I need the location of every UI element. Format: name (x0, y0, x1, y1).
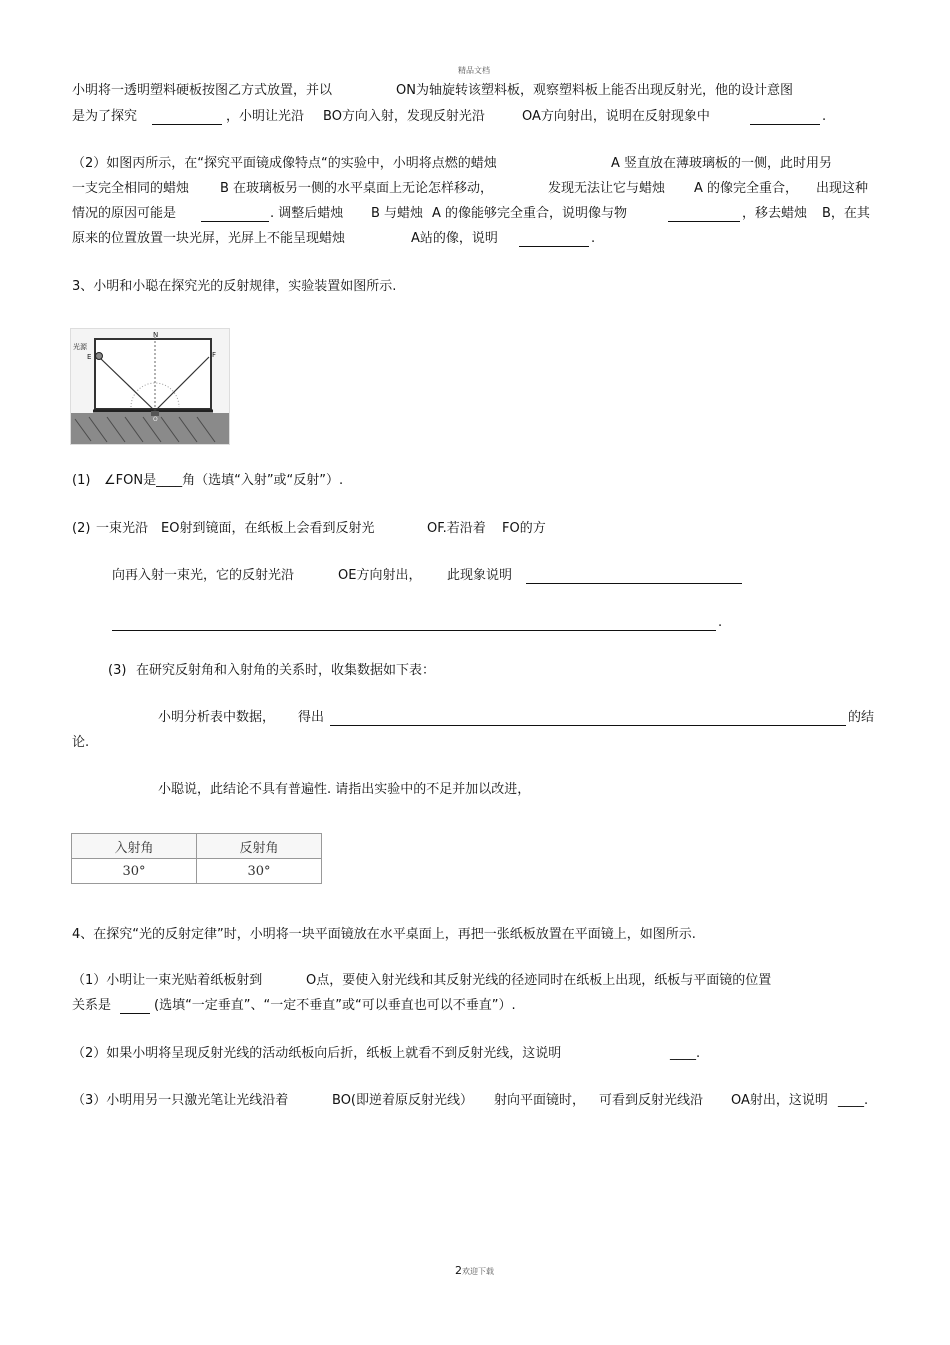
q2-line2-b: ，小明让光沿 (226, 109, 305, 124)
header-watermark: 精品文档 (458, 66, 490, 75)
q4-p1-a: （1）小明让一束光贴着纸板射到 (72, 973, 263, 988)
answer-blank[interactable] (201, 207, 269, 222)
answer-blank[interactable] (120, 999, 150, 1014)
q2-line2-d: OA方向射出，说明在反射现象中 (522, 109, 710, 124)
table-row (72, 859, 322, 884)
q2-line2-e: . (822, 109, 827, 124)
q3-p2-c: OF.若沿着 (427, 521, 486, 536)
q2p2-line4-a: 原来的位置放置一块光屏，光屏上不能呈现蜡烛 (72, 231, 346, 246)
q2p2-line2-e: 出现这种 (816, 181, 869, 196)
q3-p2-line2-a: 向再入射一束光，它的反射光沿 (112, 568, 295, 583)
table-cell: 30° (197, 859, 322, 884)
page-number-value: 2 (455, 1264, 462, 1277)
q3-p3-text: 在研究反射角和入射角的关系时，收集数据如下表： (136, 663, 436, 678)
q4-p3-a: （3）小明用另一只激光笔让光线沿着 (72, 1093, 289, 1108)
answer-blank[interactable] (330, 711, 846, 726)
q4-p3-c: 射向平面镜时， (494, 1093, 586, 1108)
figure-label-light-source: 光源 (73, 343, 87, 351)
q4-p2-b: ____. (670, 1046, 701, 1061)
data-table (71, 833, 322, 884)
answer-blank[interactable] (152, 110, 222, 125)
q3-p2-b: EO射到镜面，在纸板上会看到反射光 (161, 521, 375, 536)
q2p2-line2-d: A 的像完全重合， (694, 181, 799, 196)
q3-p2-d: FO的方 (502, 521, 546, 536)
q3-p2-number: (2) (72, 521, 91, 536)
q2p2-line1-a: （2）如图丙所示，在“探究平面镜成像特点“的实验中，小明将点燃的蜡烛 (72, 156, 497, 171)
reflection-apparatus-figure (70, 328, 230, 445)
q2p2-line3-e: ，移去蜡烛 (742, 206, 808, 221)
table-header-cell: 入射角 (72, 834, 197, 859)
q3-p2-line3-end: . (718, 615, 723, 630)
q2p2-line1-b: A 竖直放在薄玻璃板的一侧，此时用另 (611, 156, 833, 171)
answer-blank[interactable] (526, 569, 742, 584)
figure-label-n: N (153, 331, 159, 339)
q4-p1-d: (选填“一定垂直”、“一定不垂直”或“可以垂直也可以不垂直”）. (154, 998, 516, 1013)
q4-p3-d: 可看到反射光线沿 (599, 1093, 704, 1108)
page-number (455, 1262, 494, 1280)
q3-title: 3、小明和小聪在探究光的反射规律，实验装置如图所示. (72, 279, 397, 294)
q3-conclusion-b: 得出 (298, 710, 325, 725)
table-cell: 30° (72, 859, 197, 884)
q3-p1-number: (1) (72, 473, 91, 488)
answer-blank[interactable] (750, 110, 820, 125)
q2p2-line3-f: B，在其 (822, 206, 870, 221)
footer-text: 欢迎下载 (462, 1267, 494, 1276)
answer-blank[interactable] (519, 232, 589, 247)
q2p2-line3-a: 情况的原因可能是 (72, 206, 177, 221)
q2p2-line3-d: A 的像能够完全重合，说明像与物 (432, 206, 628, 221)
figure-label-f: F (212, 351, 217, 359)
q2p2-line2-a: 一支完全相同的蜡烛 (72, 181, 190, 196)
q2-line2-a: 是为了探究 (72, 109, 138, 124)
q2p2-line4-b: A站的像，说明 (411, 231, 498, 246)
figure-label-o: O (153, 416, 158, 423)
q4-p1-b: O点，要使入射光线和其反射光线的径迹同时在纸板上出现，纸板与平面镜的位置 (306, 973, 772, 988)
q3-p3-number: (3) (108, 663, 127, 678)
q4-p3-f: ____. (838, 1093, 869, 1108)
q3-conclusion-d: 论. (72, 735, 90, 750)
answer-blank[interactable] (668, 207, 740, 222)
q2p2-line2-c: 发现无法让它与蜡烛 (548, 181, 666, 196)
q4-p1-c: 关系是 (72, 998, 112, 1013)
q3-p1-text: ∠FON是____角（选填“入射”或“反射”）. (104, 473, 344, 488)
q4-p2-a: （2）如果小明将呈现反射光线的活动纸板向后折，纸板上就看不到反射光线，这说明 (72, 1046, 562, 1061)
table-header-row (72, 834, 322, 859)
q3-cong-text: 小聪说，此结论不具有普遍性. 请指出实验中的不足并加以改进， (158, 782, 531, 797)
q2p2-line4-c: . (591, 231, 596, 246)
q3-p2-line2-c: 此现象说明 (447, 568, 513, 583)
q4-p3-b: BO(即逆着原反射光线） (332, 1093, 473, 1108)
q2-line1-b: ON为轴旋转该塑料板，观察塑料板上能否出现反射光，他的设计意图 (396, 83, 793, 98)
q3-conclusion-c: 的结 (848, 710, 875, 725)
q2p2-line2-b: B 在玻璃板另一侧的水平桌面上无论怎样移动， (220, 181, 494, 196)
q2-line1-a: 小明将一透明塑料硬板按图乙方式放置，并以 (72, 83, 333, 98)
q3-p2-a: 一束光沿 (96, 521, 149, 536)
q4-title: 4、在探究“光的反射定律”时，小明将一块平面镜放在水平桌面上，再把一张纸板放置在平面镜上，如图所示. (72, 927, 696, 942)
q2-line2-c: BO方向入射，发现反射光沿 (323, 109, 485, 124)
q4-p3-e: OA射出，这说明 (731, 1093, 828, 1108)
table-header-cell: 反射角 (197, 834, 322, 859)
q2p2-line3-c: B 与蜡烛 (371, 206, 424, 221)
figure-label-e: E (87, 353, 92, 361)
answer-blank[interactable] (112, 616, 716, 631)
q2p2-line3-b: . 调整后蜡烛 (270, 206, 344, 221)
q3-p2-line2-b: OE方向射出， (338, 568, 422, 583)
q3-conclusion-a: 小明分析表中数据， (158, 710, 276, 725)
